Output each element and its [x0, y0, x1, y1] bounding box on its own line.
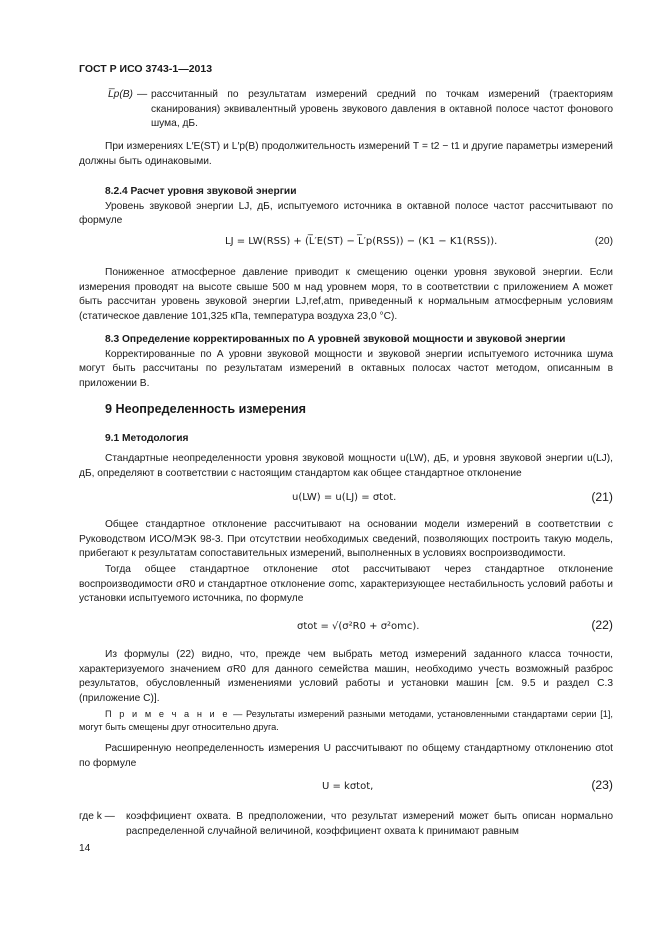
page-number: 14: [79, 843, 91, 854]
paragraph-total-deviation: Общее стандартное отклонение рассчитывают на основании модели измерений в соответствии с Руководством ИСО/МЭК 98-3. При отсутствии необходимых сведений, позволяющих построить такую модель, прибегают к результатам сопоставительных измерений, выполненных в условиях воспроизводимости.: [79, 519, 613, 560]
where-term: где k —: [79, 811, 115, 822]
section-heading: 8.2.4 Расчет уровня звуковой энергии: [105, 186, 297, 197]
paragraph-pressure: Пониженное атмосферное давление приводит к смещению оценки уровня звуковой энергии. Если измерения проводят на высоте свыше 500 м над уровнем моря, то в соответствии с приложением А может быть рассчитан уровень звуковой энергии LJ,ref,atm, приведенный к нормальным атмосферным условиям (статическое давление 101,325 кПа, температура воздуха 23,0 °С).: [79, 267, 613, 322]
paragraph-reproducibility: Тогда общее стандартное отклонение σtot рассчитывают через стандартное отклонение воспроизводимости σR0 и стандартное отклонение σomc, характеризующее нестабильность условий работы и установки испытуемого источника, по формуле: [79, 564, 613, 605]
formula-21-number: (21): [591, 490, 613, 504]
formula-22-number: (22): [591, 618, 613, 632]
formula-23: U = kσtot,: [322, 781, 374, 792]
section-8-2-4: [79, 185, 613, 229]
definition-term: L̅p(B): [108, 89, 133, 100]
note-text: — Результаты измерений разными методами, установленными стандартами серии [1], могут быть смещены друг относительно друга.: [79, 709, 613, 732]
where-text: коэффициент охвата. В предположении, что результат измерений может быть описан нормально распределенной случайной величиной, коэффициент охвата k принимают равным: [126, 811, 613, 837]
formula-23-number: (23): [591, 778, 613, 792]
section-9-heading: 9 Неопределенность измерения: [105, 402, 306, 416]
section-8-3: [79, 333, 613, 391]
section-9-1-heading: 9.1 Методология: [105, 433, 189, 444]
document-header: ГОСТ Р ИСО 3743-1—2013: [79, 63, 213, 75]
paragraph-accuracy-class: Из формулы (22) видно, что, прежде чем выбрать метод измерений заданного класса точности, характеризуемого значением σR0 для данного семейства машин, необходимо учесть возможный разброс результатов, обусловленный изменениями условий работы и установки машин [см. 9.5 и раздел С.3 (приложение С)].: [79, 649, 613, 704]
section-intro: Уровень звуковой энергии LJ, дБ, испытуемого источника в октавной полосе частот рассчитывают по формуле: [79, 200, 613, 227]
section-heading: 8.3 Определение корректированных по А уровней звуковой мощности и звуковой энергии: [105, 334, 566, 345]
note: [79, 708, 613, 734]
definition-text: рассчитанный по результатам измерений средний по точкам измерений (траекториям сканирования) эквивалентный уровень звукового давления в октавной полосе частот фонового шума, дБ.: [151, 89, 613, 130]
note-label: П р и м е ч а н и е: [105, 709, 230, 719]
paragraph-expanded-uncertainty: Расширенную неопределенность измерения U рассчитывают по общему стандартному отклонению σtot по формуле: [79, 743, 613, 769]
paragraph-measurements: При измерениях L′E(ST) и L′p(B) продолжительность измерений T = t2 − t1 и другие параметры измерений должны быть одинаковыми.: [79, 141, 613, 167]
paragraph-standard-uncertainty: Стандартные неопределенности уровня звуковой мощности u(LW), дБ, и уровня звуковой энергии u(LJ), дБ, определяют в соответствии с настоящим стандартом как общее стандартное отклонение: [79, 453, 613, 479]
formula-20-number: (20): [594, 236, 613, 247]
section-paragraph: Корректированные по А уровни звуковой мощности и звуковой энергии испытуемого источника шума могут быть рассчитаны по результатам измерений в октавных полосах частот методом, описанным в приложении В.: [79, 348, 613, 389]
formula-22: σtot = √(σ²R0 + σ²omc).: [297, 621, 420, 632]
formula-20: LJ = LW(RSS) + (L̅′E(ST) − L̅′p(RSS)) − (K1 − K1(RSS)).: [225, 236, 498, 247]
definition-dash: —: [137, 89, 148, 100]
formula-21: u(LW) = u(LJ) = σtot.: [292, 492, 397, 503]
